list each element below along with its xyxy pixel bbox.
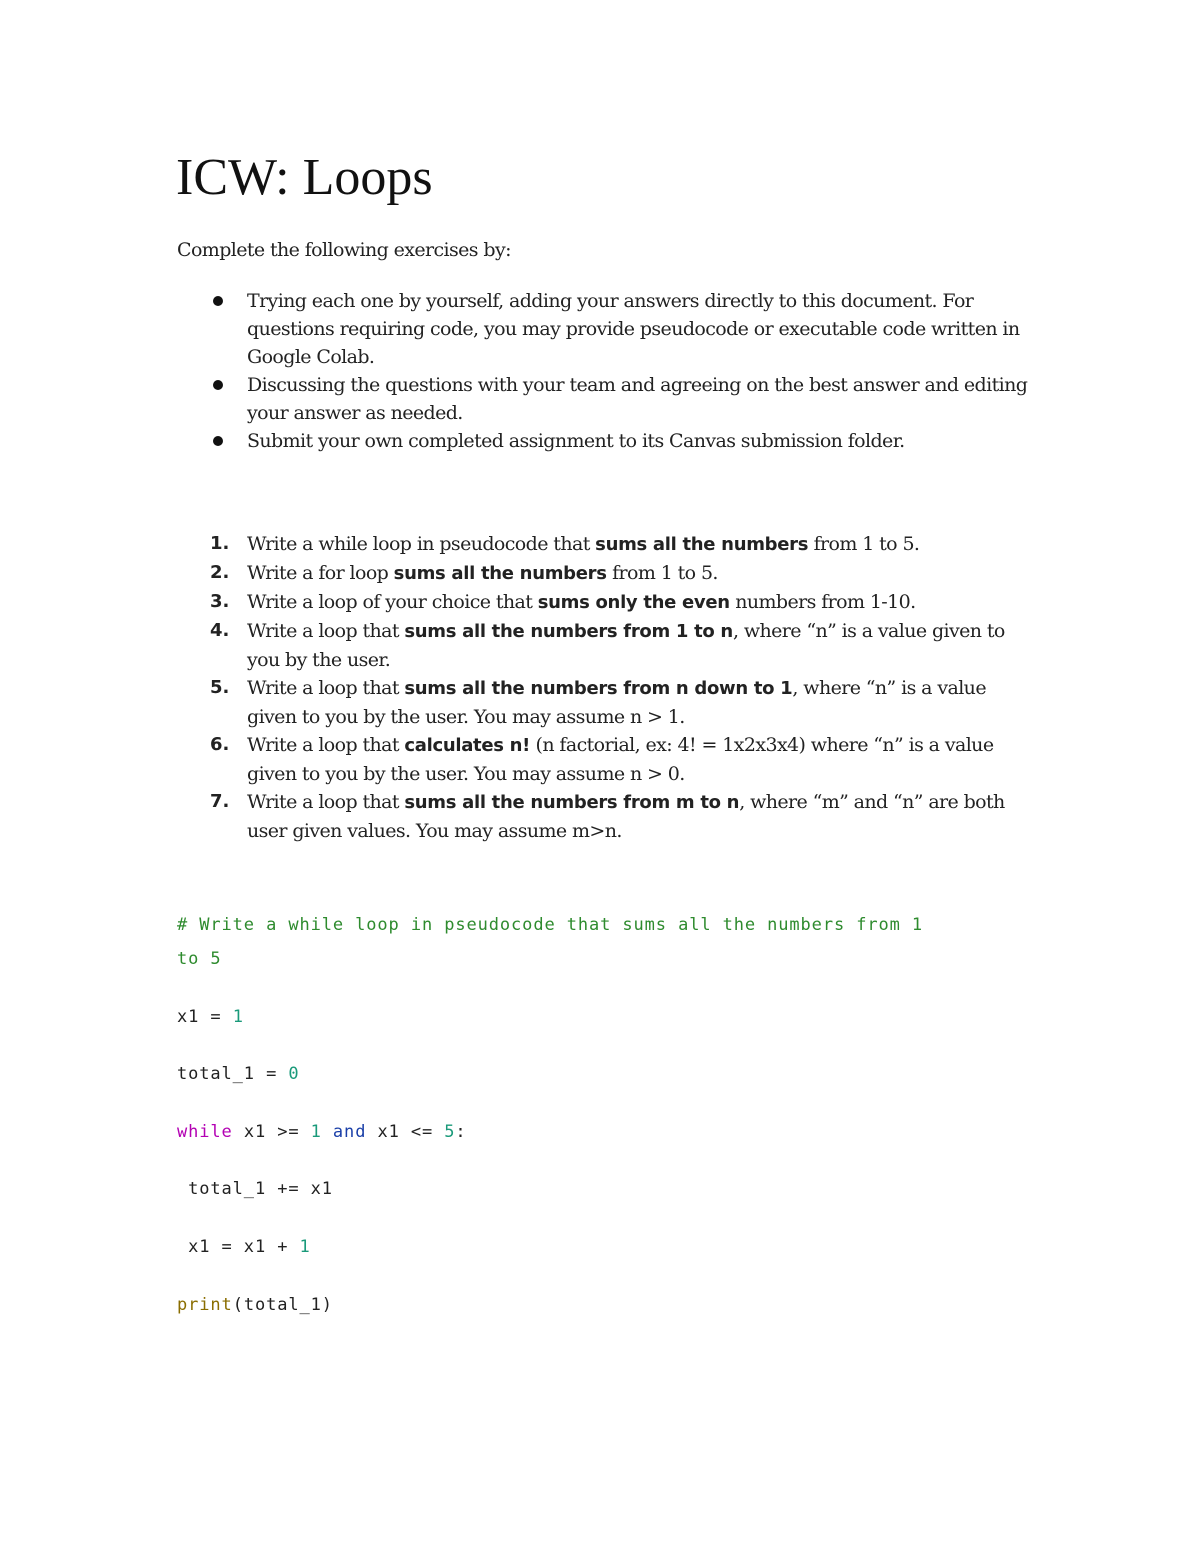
intro-text: Complete the following exercises by: [177,239,511,261]
question-emphasis: sums all the numbers from 1 to n [404,621,733,642]
code-token: = [199,1007,233,1027]
question-text: (n factorial, ex: 4! = 1x2x3x4) where “n” is a value given to you by the user. You may assume n > 0. [247,734,994,785]
question-text: Write a loop that [247,677,405,699]
question-emphasis: sums all the numbers from n down to 1 [404,678,793,699]
bullet-icon [213,380,223,390]
question-text: Write a loop of your choice that [247,591,538,613]
question-number: 2. [210,562,230,583]
question-list [210,530,1037,845]
question-text: Write a loop that [247,791,405,813]
page-title: ICW: Loops [176,149,433,206]
question-text: numbers from 1-10. [729,591,916,613]
question-emphasis: sums all the numbers [595,534,809,555]
question-emphasis: sums all the numbers from m to n [404,792,740,813]
code-line [177,1237,311,1257]
code-line [177,1007,244,1027]
question-item [210,530,1037,559]
instruction-text: Trying each one by yourself, adding your answers directly to this document. For questions requiring code, you may provide pseudocode or executable code written in Google Colab. [247,290,1020,368]
question-text: Write a loop that [247,620,405,642]
code-token: : [455,1122,467,1142]
instruction-list [247,287,1037,455]
question-item [210,559,1037,588]
code-line [177,1064,300,1084]
instruction-item [247,371,1037,427]
code-keyword: while [177,1122,233,1142]
question-text: from 1 to 5. [808,533,920,555]
code-token: x1 <= [366,1122,445,1142]
code-number: 1 [232,1007,244,1027]
question-number: 5. [210,677,230,698]
code-function: print [177,1295,233,1315]
question-number: 3. [210,591,230,612]
code-comment: to 5 [177,949,222,969]
code-token: x1 >= [232,1122,311,1142]
code-token: (total_1) [232,1295,333,1315]
question-number: 1. [210,533,230,554]
question-text: Write a loop that [247,734,405,756]
code-number: 0 [288,1064,300,1084]
question-text: , where “n” is a value given to you by the user. You may assume n > 1. [247,677,986,728]
code-line [177,1122,467,1142]
code-line [177,1295,333,1315]
question-emphasis: sums all the numbers [393,563,607,584]
code-number: 5 [444,1122,456,1142]
question-emphasis: sums only the even [537,592,730,613]
question-text: Write a for loop [247,562,394,584]
question-item [210,617,1037,674]
question-text: Write a while loop in pseudocode that [247,533,596,555]
instruction-item [247,287,1037,371]
code-token: = [254,1064,289,1084]
question-item [210,788,1037,845]
question-number: 7. [210,791,230,812]
code-operator: and [332,1122,367,1142]
question-emphasis: calculates n! [404,735,531,756]
question-text: from 1 to 5. [606,562,718,584]
question-text: , where “n” is a value given to you by the user. [247,620,1005,671]
code-number: 1 [299,1237,311,1257]
code-number: 1 [310,1122,322,1142]
question-text: , where “m” and “n” are both user given values. You may assume m>n. [247,791,1005,842]
bullet-icon [213,296,223,306]
code-line: total_1 += x1 [177,1179,333,1199]
instruction-text: Discussing the questions with your team and agreeing on the best answer and editing your answer as needed. [247,374,1028,424]
instruction-item [247,427,1037,455]
code-token: x1 [177,1007,200,1027]
code-comment: # Write a while loop in pseudocode that sums all the numbers from 1 [177,915,924,935]
code-token: x1 = x1 + [177,1237,300,1257]
question-item [210,731,1037,788]
code-token: total_1 [177,1064,255,1084]
instruction-text: Submit your own completed assignment to its Canvas submission folder. [247,430,905,452]
question-number: 4. [210,620,230,641]
question-item [210,674,1037,731]
question-item [210,588,1037,617]
bullet-icon [213,436,223,446]
question-number: 6. [210,734,230,755]
